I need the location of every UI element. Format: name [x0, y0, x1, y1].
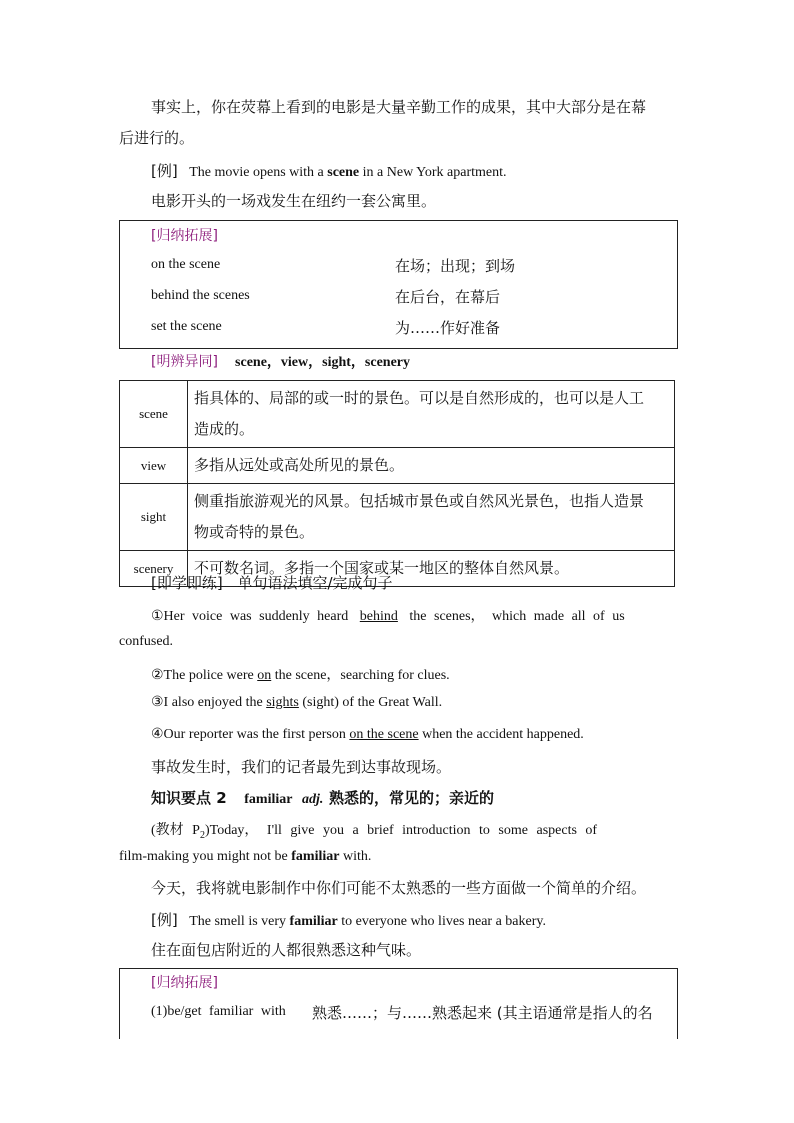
desc-cell: 多指从远处或高处所见的景色。: [188, 448, 675, 484]
desc-cell: 侧重指旅游观光的风景。包括城市景色或自然风光景色，也指人造景 物或奇特的景色。: [188, 484, 675, 551]
intro-line-2: 后进行的。: [119, 129, 195, 147]
desc-cell: 指具体的、局部的或一时的景色。可以是自然形成的，也可以是人工 造成的。: [188, 381, 675, 448]
phrase-en-1: on the scene: [151, 257, 221, 272]
distinguish-words: scene，view，sight，scenery: [235, 355, 410, 370]
phrase-cn-2: 在后台，在幕后: [395, 288, 501, 306]
example-keyword: scene: [327, 165, 360, 180]
distinguish-heading: [151, 351, 410, 371]
textbook-keyword: familiar: [291, 849, 340, 864]
example-tag: [例]: [151, 162, 178, 180]
phrase-cn-3: 为……作好准备: [395, 319, 501, 337]
expand-title-2: [归纳拓展]: [151, 975, 218, 991]
point-pos: adj.: [302, 792, 324, 807]
example-2-sentence: [例] The smell is very familiar to everyone who lives near a bakery.: [151, 911, 546, 929]
question-4: ④Our reporter was the first person on the scene when the accident happened.: [151, 727, 584, 742]
textbook-translation: 今天，我将就电影制作中你们可能不太熟悉的一些方面做一个简单的介绍。: [151, 879, 647, 897]
table-row: [120, 381, 675, 448]
answer-4: on the scene: [349, 727, 419, 742]
textbook-line-2: film-making you might not be familiar with.: [119, 849, 372, 864]
expand-2-line-1-cn: 熟悉……；与……熟悉起来 (其主语通常是指人的名: [312, 1004, 653, 1022]
question-1: ①Her voice was suddenly heard behind the scenes， which made all of us: [151, 609, 625, 624]
example-2-keyword: familiar: [289, 914, 338, 929]
question-3: ③I also enjoyed the sights (sight) of the Great Wall.: [151, 695, 443, 710]
word-cell: view: [120, 448, 188, 484]
point-word: familiar: [244, 792, 293, 807]
word-cell: sight: [120, 484, 188, 551]
table-row: [120, 448, 675, 484]
example-translation: 电影开头的一场戏发生在纽约一套公寓里。: [151, 192, 437, 210]
answer-2: on: [257, 668, 272, 683]
point-2-heading: [151, 787, 494, 808]
expand-title-1: [归纳拓展]: [151, 228, 218, 244]
answer-3: sights: [266, 695, 299, 710]
expand-2-line-1-en: (1)be/get familiar with: [151, 1004, 286, 1019]
textbook-line-1: (教材 $P_2)Today$， I'll give you a brief introduction to some aspects of: [151, 823, 598, 841]
word-cell: scene: [120, 381, 188, 448]
practice-heading: [151, 572, 393, 593]
question-4-translation: 事故发生时，我们的记者最先到达事故现场。: [151, 758, 452, 776]
phrase-cn-1: 在场；出现；到场: [395, 257, 516, 275]
question-1-cont: confused.: [119, 634, 174, 649]
comparison-table: [119, 380, 675, 587]
desc-cell: 不可数名词。多指一个国家或某一地区的整体自然风景。: [188, 551, 675, 587]
answer-1: behind: [359, 609, 398, 624]
intro-line-1: 事实上，你在荧幕上看到的电影是大量辛勤工作的成果，其中大部分是在幕: [151, 98, 647, 116]
point-label: 知识要点 2: [151, 789, 227, 807]
practice-subtitle: 单句语法填空/完成句子: [237, 574, 393, 592]
distinguish-title: [明辨异同]: [151, 354, 218, 370]
table-row: [120, 484, 675, 551]
point-meaning: 熟悉的，常见的；亲近的: [329, 789, 495, 807]
practice-title: [即学即练]: [151, 574, 223, 592]
phrase-en-3: set the scene: [151, 319, 222, 334]
example-sentence: [151, 160, 507, 181]
word-cell: scenery: [120, 551, 188, 587]
phrase-en-2: behind the scenes: [151, 288, 250, 303]
example-post: in a New York apartment.: [362, 165, 507, 180]
example-2-tag: [例]: [151, 911, 178, 929]
example-2-translation: 住在面包店附近的人都很熟悉这种气味。: [151, 941, 422, 959]
question-2: ②The police were on the scene，searching for clues.: [151, 668, 450, 683]
example-pre: The movie opens with a: [189, 165, 324, 180]
